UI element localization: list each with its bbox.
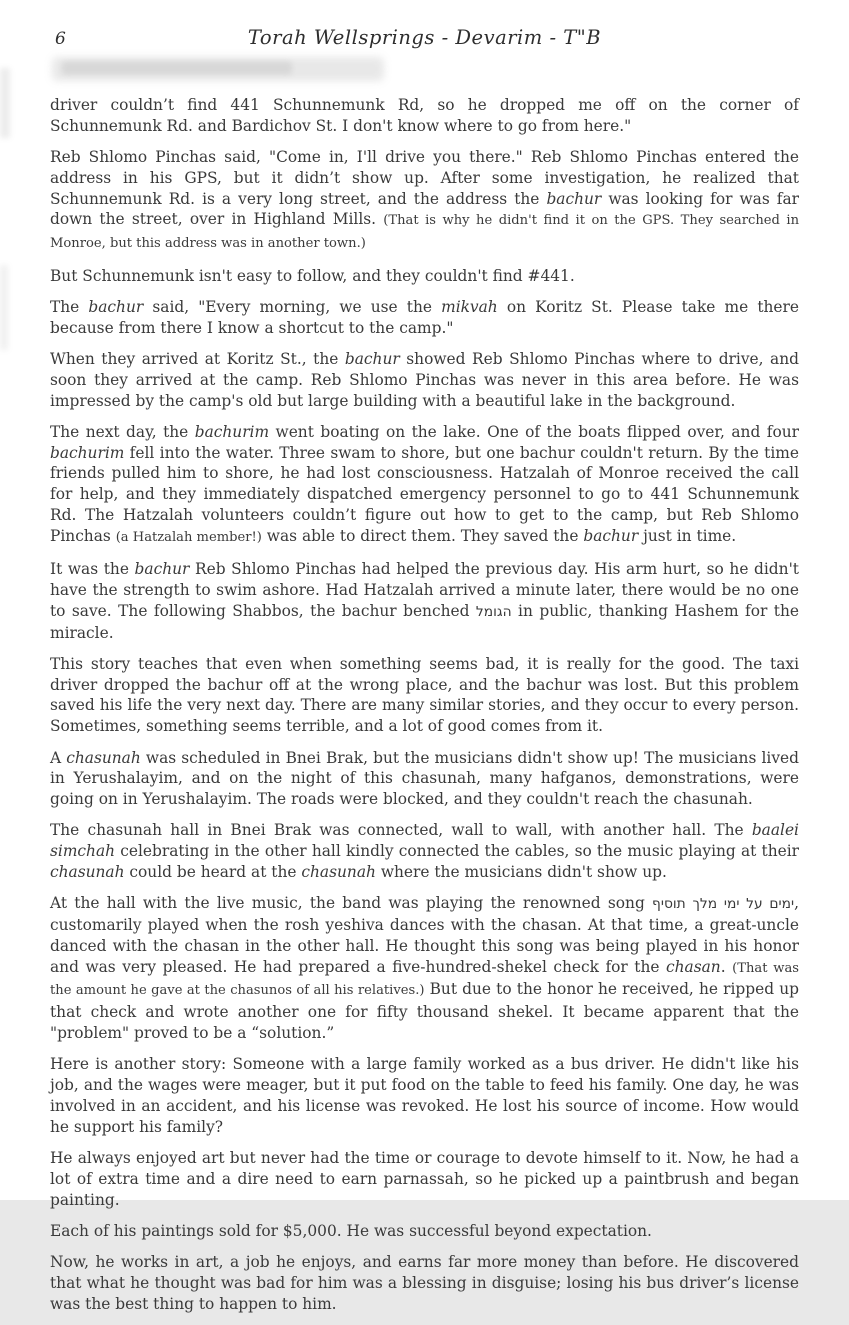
text-segment: Reb Shlomo Pinchas said, "Come in, I'll drive you there." Reb Shlomo Pinchas entered the address in his GPS, but it didn’t show up. After some investigation, he realized that Schunnemunk Rd. is a very long street, and the address the bbox=[50, 148, 799, 208]
paragraph bbox=[50, 1252, 799, 1314]
text-segment: This story teaches that even when something seems bad, it is really for the good. The taxi driver dropped the bachur off at the wrong place, and the bachur was lost. But this problem saved his life the very next day. There are many similar stories, and they occur to every person. Sometimes, something seems terrible, and a lot of good comes from it. bbox=[50, 654, 799, 736]
text-segment: was looking for was far down the street, over in Highland Mills. bbox=[50, 189, 799, 229]
scan-smudge-artifact bbox=[62, 61, 292, 75]
text-segment: A bbox=[50, 748, 67, 767]
text-segment: At the hall with the live music, the band was playing the renowned song bbox=[50, 894, 653, 913]
paragraph bbox=[50, 1054, 799, 1137]
text-segment: bachurim bbox=[194, 422, 270, 441]
text-segment: When they arrived at Koritz St., the bbox=[50, 349, 345, 368]
text-segment: where the musicians didn't show up. bbox=[375, 863, 667, 881]
text-segment: in public, thanking Hashem for the miracle. bbox=[50, 601, 799, 642]
text-segment: chasunah bbox=[66, 748, 141, 767]
text-segment: Each of his paintings sold for $5,000. He was successful beyond expectation. bbox=[50, 1221, 652, 1240]
text-segment: baalei simchah bbox=[50, 821, 799, 861]
paragraph bbox=[50, 95, 799, 137]
page-body bbox=[50, 95, 799, 1325]
text-segment: driver couldn’t find 441 Schunnemunk Rd, so he dropped me off on the corner of Schunnemunk Rd. and Bardichov St. I don't know where to go from here." bbox=[50, 96, 799, 135]
text-segment: . bbox=[720, 957, 733, 976]
page-title: Torah Wellsprings - Devarim - T"B bbox=[247, 26, 602, 49]
text-segment: bachurim bbox=[50, 443, 125, 462]
parenthetical-note: (a Hatzalah member!) bbox=[115, 529, 262, 545]
paragraph bbox=[50, 820, 799, 882]
hebrew-text: הגומל bbox=[475, 603, 512, 620]
text-segment: Reb Shlomo Pinchas had helped the previous day. His arm hurt, so he didn't have the strength to swim ashore. Had Hatzalah arrived a minute later, there would be no one to save. The following Shabbos, the bachur benched bbox=[50, 560, 799, 620]
text-segment: chasunah bbox=[50, 863, 125, 881]
scan-edge-artifact bbox=[0, 265, 8, 350]
paragraph bbox=[50, 893, 799, 1044]
paragraph bbox=[50, 266, 799, 287]
text-segment: Here is another story: Someone with a large family worked as a bus driver. He didn't like his job, and the wages were meager, but it put food on the table to feed his family. One day, he was involved in an accident, and his license was revoked. He lost his source of income. How would he support his family? bbox=[50, 1055, 799, 1136]
page-header bbox=[0, 26, 849, 56]
text-segment: went boating on the lake. One of the boats flipped over, and four bbox=[269, 422, 799, 441]
text-segment: , customarily played when the rosh yeshiva dances with the chasan. At that time, a great-uncle danced with the chasan in the other hall. He thought this song was being played in his honor and was very pleased. He had prepared a five-hundred-shekel check for the bbox=[50, 894, 799, 976]
text-segment: But Schunnemunk isn't easy to follow, and they couldn't find #441. bbox=[50, 266, 575, 285]
paragraph bbox=[50, 422, 799, 549]
text-segment: It was the bbox=[50, 560, 135, 579]
paragraph bbox=[50, 748, 799, 810]
text-segment: was able to direct them. They saved the bbox=[261, 526, 584, 545]
text-segment: showed Reb Shlomo Pinchas where to drive, and soon they arrived at the camp. Reb Shlomo Pinchas was never in this area before. He was impressed by the camp's old but large building with a beautiful lake in the background. bbox=[50, 349, 799, 410]
text-segment: bachur bbox=[134, 560, 190, 579]
text-segment: Now, he works in art, a job he enjoys, and earns far more money than before. He discovered that what he thought was bad for him was a blessing in disguise; losing his bus driver’s license was the best thing to happen to him. bbox=[50, 1253, 799, 1313]
text-segment: bachur bbox=[88, 297, 144, 316]
text-segment: fell into the water. Three swam to shore, but one bachur couldn't return. By the time friends pulled him to shore, he had lost consciousness. Hatzalah of Monroe received the call for help, and they immediately dispatched emergency personnel to go to 441 Schunnemunk Rd. The Hatzalah volunteers couldn’t figure out how to get to the camp, but Reb Shlomo Pinchas bbox=[50, 443, 799, 545]
paragraph bbox=[50, 297, 799, 339]
text-segment: mikvah bbox=[441, 297, 498, 316]
text-segment: just in time. bbox=[638, 526, 737, 545]
parenthetical-note: (That was the amount he gave at the chasunos of all his relatives.) bbox=[50, 960, 799, 999]
text-segment: The chasunah hall in Bnei Brak was connected, wall to wall, with another hall. The bbox=[50, 821, 752, 840]
text-segment: chasunah bbox=[301, 863, 376, 881]
text-segment: was scheduled in Bnei Brak, but the musicians didn't show up! The musicians lived in Yerushalayim, and on the night of this chasunah, many hafganos, demonstrations, were going on in Yerushalayim. The roads were blocked, and they couldn't reach the chasunah. bbox=[50, 748, 799, 809]
text-segment: on Koritz St. Please take me there because from there I know a shortcut to the camp." bbox=[50, 297, 799, 337]
text-segment: bachur bbox=[583, 526, 639, 545]
paragraph bbox=[50, 654, 799, 737]
page-number: 6 bbox=[55, 29, 66, 49]
text-segment: But due to the honor he received, he ripped up that check and wrote another one for fifty thousand shekel. It became apparent that the "problem" proved to be a “solution.” bbox=[50, 980, 799, 1043]
text-segment: He always enjoyed art but never had the time or courage to devote himself to it. Now, he had a lot of extra time and a dire need to earn parnassah, so he picked up a paintbrush and began painting. bbox=[50, 1149, 799, 1209]
text-segment: bachur bbox=[344, 349, 400, 368]
text-segment: The bbox=[50, 297, 89, 316]
paragraph bbox=[50, 1148, 799, 1210]
parenthetical-note: (That is why he didn't find it on the GPS. They searched in Monroe, but this address was in another town.) bbox=[50, 213, 800, 252]
paragraph bbox=[50, 147, 799, 255]
paragraph bbox=[50, 1221, 799, 1242]
text-segment: bachur bbox=[546, 189, 602, 208]
text-segment: said, "Every morning, we use the bbox=[143, 297, 442, 316]
text-segment: could be heard at the bbox=[124, 863, 302, 881]
paragraph bbox=[50, 349, 799, 411]
scan-edge-artifact bbox=[0, 68, 10, 138]
hebrew-text: ימים על ימי מלך תוסיף bbox=[652, 896, 795, 913]
text-segment: chasan bbox=[666, 957, 721, 976]
text-segment: The next day, the bbox=[50, 422, 195, 441]
text-segment: celebrating in the other hall kindly connected the cables, so the music playing at their bbox=[115, 842, 799, 861]
paragraph bbox=[50, 559, 799, 643]
